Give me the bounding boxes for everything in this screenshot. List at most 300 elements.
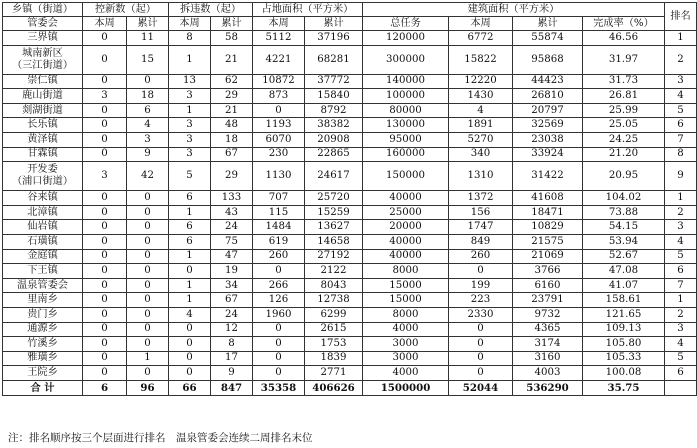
cell-k: 4 — [665, 337, 697, 352]
cell-k: 9 — [665, 162, 697, 191]
cell-k: 1 — [665, 31, 697, 46]
header-week: 本周 — [449, 17, 513, 31]
cell-b2: 21069 — [513, 249, 583, 264]
cell-b1: 1747 — [449, 220, 513, 235]
cell-d2: 19 — [211, 264, 253, 279]
cell-d2: 34 — [211, 278, 253, 293]
cell-t: 150000 — [363, 162, 449, 191]
cell-k: 3 — [665, 322, 697, 337]
cell-r: 52.67 — [583, 249, 665, 264]
header-town: 乡镇（街道） — [3, 3, 83, 17]
header-build-area: 建筑面积（平方米） — [363, 3, 665, 17]
header-rank: 排名 — [665, 3, 697, 31]
cell-t: 25000 — [363, 205, 449, 220]
cell-l1: 1193 — [253, 118, 305, 133]
cell-b1: 1372 — [449, 191, 513, 206]
cell-b2: 4365 — [513, 322, 583, 337]
cell-l2: 8792 — [305, 103, 363, 118]
cell-l1: 10872 — [253, 74, 305, 89]
cell-d1: 3 — [169, 147, 211, 162]
cell-d1: 6 — [169, 234, 211, 249]
cell-t: 160000 — [363, 147, 449, 162]
cell-r: 100.08 — [583, 366, 665, 381]
cell-b1: 0 — [449, 322, 513, 337]
cell-r: 41.07 — [583, 278, 665, 293]
town-name: 黄泽镇 — [3, 132, 83, 147]
cell-t: 120000 — [363, 31, 449, 46]
cell-k: 3 — [665, 220, 697, 235]
cell-c1: 0 — [83, 337, 127, 352]
cell-d2: 133 — [211, 191, 253, 206]
header-ctrl-new: 控新数（起） — [83, 3, 169, 17]
cell-k: 6 — [665, 118, 697, 133]
table-row — [3, 147, 697, 162]
cell-d2: 24 — [211, 220, 253, 235]
cell-l1: 873 — [253, 89, 305, 104]
cell-l2: 37196 — [305, 31, 363, 46]
cell-l1: 260 — [253, 249, 305, 264]
cell-d1: 1 — [169, 249, 211, 264]
cell-l2: 20908 — [305, 132, 363, 147]
cell-d1: 1 — [169, 278, 211, 293]
cell-c1: 0 — [83, 45, 127, 74]
table-row — [3, 234, 697, 249]
cell-l2: 15259 — [305, 205, 363, 220]
cell-b1: 4 — [449, 103, 513, 118]
town-name: 温泉管委会 — [3, 278, 83, 293]
cell-l1: 266 — [253, 278, 305, 293]
cell-r: 26.81 — [583, 89, 665, 104]
cell-r: 20.95 — [583, 162, 665, 191]
cell-d1: 66 — [169, 380, 211, 395]
header-land-area: 占地面积（平方米） — [253, 3, 363, 17]
cell-b2: 536290 — [513, 380, 583, 395]
table-row — [3, 205, 697, 220]
cell-c2: 0 — [127, 337, 169, 352]
town-name: 崇仁镇 — [3, 74, 83, 89]
town-name: 谷来镇 — [3, 191, 83, 206]
cell-l2: 2771 — [305, 366, 363, 381]
cell-t: 95000 — [363, 132, 449, 147]
cell-b2: 9732 — [513, 307, 583, 322]
cell-d1: 1 — [169, 103, 211, 118]
cell-r: 158.61 — [583, 293, 665, 308]
cell-c2: 0 — [127, 220, 169, 235]
cell-k: 6 — [665, 366, 697, 381]
header-cumulative: 累计 — [211, 17, 253, 31]
cell-b1: 15822 — [449, 45, 513, 74]
town-name-line1: 城南新区 — [22, 47, 63, 59]
cell-c2: 4 — [127, 118, 169, 133]
cell-l2: 2122 — [305, 264, 363, 279]
cell-d1: 3 — [169, 132, 211, 147]
town-name-line2: （三江街道） — [11, 59, 74, 71]
cell-l2: 24617 — [305, 162, 363, 191]
cell-c2: 11 — [127, 31, 169, 46]
cell-l2: 1839 — [305, 351, 363, 366]
cell-d1: 3 — [169, 89, 211, 104]
cell-l2: 27192 — [305, 249, 363, 264]
cell-d1: 0 — [169, 337, 211, 352]
header-cumulative: 累计 — [127, 17, 169, 31]
cell-l1: 35358 — [253, 380, 305, 395]
cell-l1: 1130 — [253, 162, 305, 191]
cell-t: 130000 — [363, 118, 449, 133]
cell-c1: 0 — [83, 74, 127, 89]
cell-t: 20000 — [363, 220, 449, 235]
cell-k: 7 — [665, 278, 697, 293]
cell-l2: 406626 — [305, 380, 363, 395]
cell-l2: 22865 — [305, 147, 363, 162]
cell-k: 2 — [665, 45, 697, 74]
cell-l2: 38382 — [305, 118, 363, 133]
cell-d2: 43 — [211, 205, 253, 220]
cell-k: 2 — [665, 205, 697, 220]
cell-d1: 0 — [169, 264, 211, 279]
cell-l1: 230 — [253, 147, 305, 162]
cell-b1: 12220 — [449, 74, 513, 89]
cell-r: 109.13 — [583, 322, 665, 337]
town-name-line2: （浦口街道） — [11, 176, 74, 188]
cell-b2: 41608 — [513, 191, 583, 206]
cell-r: 31.73 — [583, 74, 665, 89]
cell-b2: 21575 — [513, 234, 583, 249]
cell-k: 5 — [665, 249, 697, 264]
cell-r: 54.15 — [583, 220, 665, 235]
cell-l2: 8043 — [305, 278, 363, 293]
cell-d2: 67 — [211, 147, 253, 162]
cell-k: 5 — [665, 351, 697, 366]
cell-r: 25.05 — [583, 118, 665, 133]
cell-l2: 68281 — [305, 45, 363, 74]
cell-t: 40000 — [363, 234, 449, 249]
total-row — [3, 380, 697, 395]
cell-t: 3000 — [363, 337, 449, 352]
cell-c2: 0 — [127, 307, 169, 322]
cell-c1: 0 — [83, 278, 127, 293]
cell-b2: 3174 — [513, 337, 583, 352]
cell-t: 4000 — [363, 366, 449, 381]
cell-l2: 15840 — [305, 89, 363, 104]
cell-t: 15000 — [363, 293, 449, 308]
cell-d1: 6 — [169, 191, 211, 206]
town-name — [3, 162, 83, 191]
table-row — [3, 337, 697, 352]
town-name: 雅璜乡 — [3, 351, 83, 366]
cell-d1: 5 — [169, 162, 211, 191]
cell-c2: 6 — [127, 103, 169, 118]
cell-d2: 67 — [211, 293, 253, 308]
town-name: 里南乡 — [3, 293, 83, 308]
cell-r: 47.08 — [583, 264, 665, 279]
cell-c1: 3 — [83, 89, 127, 104]
header-cumulative: 累计 — [305, 17, 363, 31]
cell-c1: 0 — [83, 205, 127, 220]
cell-b1: 0 — [449, 351, 513, 366]
cell-c2: 96 — [127, 380, 169, 395]
cell-l2: 6299 — [305, 307, 363, 322]
town-name: 北漳镇 — [3, 205, 83, 220]
town-name: 石璜镇 — [3, 234, 83, 249]
header-cumulative: 累计 — [513, 17, 583, 31]
town-name: 竹溪乡 — [3, 337, 83, 352]
cell-t: 300000 — [363, 45, 449, 74]
header-week: 本周 — [83, 17, 127, 31]
cell-d1: 1 — [169, 293, 211, 308]
town-name: 长乐镇 — [3, 118, 83, 133]
cell-l2: 14658 — [305, 234, 363, 249]
cell-l2: 12738 — [305, 293, 363, 308]
cell-l2: 25720 — [305, 191, 363, 206]
cell-k: 8 — [665, 147, 697, 162]
cell-l2: 2615 — [305, 322, 363, 337]
table-row — [3, 322, 697, 337]
cell-t: 40000 — [363, 249, 449, 264]
cell-d2: 9 — [211, 366, 253, 381]
cell-b1: 223 — [449, 293, 513, 308]
cell-k: 5 — [665, 103, 697, 118]
cell-l2: 37772 — [305, 74, 363, 89]
town-name: 剡湖街道 — [3, 103, 83, 118]
cell-t: 80000 — [363, 103, 449, 118]
cell-c1: 0 — [83, 103, 127, 118]
cell-l1: 126 — [253, 293, 305, 308]
cell-b2: 33924 — [513, 147, 583, 162]
cell-k — [665, 380, 697, 395]
header-total-task: 总任务 — [363, 17, 449, 31]
cell-t: 15000 — [363, 278, 449, 293]
town-name-line1: 开发委 — [27, 164, 58, 176]
cell-r: 121.65 — [583, 307, 665, 322]
table-row — [3, 264, 697, 279]
cell-t: 1500000 — [363, 380, 449, 395]
cell-b2: 31422 — [513, 162, 583, 191]
cell-d2: 21 — [211, 103, 253, 118]
cell-d1: 8 — [169, 31, 211, 46]
cell-c2: 0 — [127, 205, 169, 220]
cell-b2: 55874 — [513, 31, 583, 46]
cell-b1: 260 — [449, 249, 513, 264]
cell-b2: 95868 — [513, 45, 583, 74]
cell-c2: 0 — [127, 366, 169, 381]
cell-d2: 75 — [211, 234, 253, 249]
cell-b2: 20797 — [513, 103, 583, 118]
cell-r: 21.20 — [583, 147, 665, 162]
cell-k: 6 — [665, 264, 697, 279]
cell-l1: 0 — [253, 103, 305, 118]
town-name: 仙岩镇 — [3, 220, 83, 235]
cell-b2: 26810 — [513, 89, 583, 104]
table-row — [3, 132, 697, 147]
town-name: 三界镇 — [3, 31, 83, 46]
cell-b2: 44423 — [513, 74, 583, 89]
cell-c2: 0 — [127, 278, 169, 293]
cell-l1: 6070 — [253, 132, 305, 147]
town-name: 下王镇 — [3, 264, 83, 279]
cell-b1: 0 — [449, 366, 513, 381]
cell-l1: 0 — [253, 337, 305, 352]
cell-l1: 707 — [253, 191, 305, 206]
cell-c1: 0 — [83, 191, 127, 206]
cell-d2: 58 — [211, 31, 253, 46]
header-week: 本周 — [169, 17, 211, 31]
cell-b1: 52044 — [449, 380, 513, 395]
cell-t: 4000 — [363, 322, 449, 337]
cell-b1: 6772 — [449, 31, 513, 46]
town-name: 通源乡 — [3, 322, 83, 337]
cell-c2: 42 — [127, 162, 169, 191]
cell-c1: 0 — [83, 249, 127, 264]
cell-k: 3 — [665, 74, 697, 89]
cell-c2: 1 — [127, 351, 169, 366]
cell-c2: 18 — [127, 89, 169, 104]
cell-b1: 0 — [449, 264, 513, 279]
header-week: 本周 — [253, 17, 305, 31]
cell-l1: 0 — [253, 366, 305, 381]
cell-b1: 340 — [449, 147, 513, 162]
cell-b2: 10829 — [513, 220, 583, 235]
footnote: 注：排名顺序按三个层面进行排名 温泉管委会连续二周排名末位 — [8, 432, 313, 444]
cell-k: 2 — [665, 307, 697, 322]
cell-c1: 0 — [83, 234, 127, 249]
table-row — [3, 31, 697, 46]
cell-r: 35.75 — [583, 380, 665, 395]
cell-d2: 12 — [211, 322, 253, 337]
cell-c1: 0 — [83, 351, 127, 366]
cell-l1: 0 — [253, 351, 305, 366]
cell-b1: 1430 — [449, 89, 513, 104]
table-row — [3, 220, 697, 235]
cell-c1: 0 — [83, 293, 127, 308]
cell-d2: 847 — [211, 380, 253, 395]
cell-t: 140000 — [363, 74, 449, 89]
cell-t: 100000 — [363, 89, 449, 104]
cell-b1: 1310 — [449, 162, 513, 191]
table-row — [3, 45, 697, 74]
table-row — [3, 351, 697, 366]
cell-l1: 5112 — [253, 31, 305, 46]
cell-r: 31.97 — [583, 45, 665, 74]
cell-l1: 115 — [253, 205, 305, 220]
cell-d2: 48 — [211, 118, 253, 133]
cell-r: 105.80 — [583, 337, 665, 352]
cell-b1: 849 — [449, 234, 513, 249]
cell-c1: 0 — [83, 31, 127, 46]
town-name: 金庭镇 — [3, 249, 83, 264]
cell-r: 104.02 — [583, 191, 665, 206]
cell-d2: 62 — [211, 74, 253, 89]
cell-d1: 1 — [169, 205, 211, 220]
cell-b1: 0 — [449, 337, 513, 352]
cell-l1: 1960 — [253, 307, 305, 322]
cell-d2: 18 — [211, 132, 253, 147]
cell-d1: 13 — [169, 74, 211, 89]
cell-b2: 6160 — [513, 278, 583, 293]
cell-r: 105.33 — [583, 351, 665, 366]
table-row — [3, 293, 697, 308]
table-row — [3, 89, 697, 104]
table-row — [3, 74, 697, 89]
cell-b2: 4003 — [513, 366, 583, 381]
cell-t: 8000 — [363, 307, 449, 322]
table-row — [3, 366, 697, 381]
cell-d2: 24 — [211, 307, 253, 322]
cell-k: 1 — [665, 293, 697, 308]
town-name: 鹿山街道 — [3, 89, 83, 104]
cell-t: 40000 — [363, 191, 449, 206]
cell-k: 7 — [665, 132, 697, 147]
cell-b1: 2330 — [449, 307, 513, 322]
cell-b2: 18471 — [513, 205, 583, 220]
cell-r: 25.99 — [583, 103, 665, 118]
cell-c1: 0 — [83, 366, 127, 381]
table-row — [3, 278, 697, 293]
cell-k: 4 — [665, 89, 697, 104]
table-row — [3, 307, 697, 322]
table-row — [3, 249, 697, 264]
cell-c2: 0 — [127, 191, 169, 206]
cell-k: 4 — [665, 234, 697, 249]
cell-r: 53.94 — [583, 234, 665, 249]
cell-c1: 0 — [83, 147, 127, 162]
cell-d1: 1 — [169, 45, 211, 74]
cell-d1: 0 — [169, 366, 211, 381]
cell-b1: 199 — [449, 278, 513, 293]
cell-b2: 23038 — [513, 132, 583, 147]
cell-l1: 619 — [253, 234, 305, 249]
cell-d1: 3 — [169, 118, 211, 133]
town-name: 王院乡 — [3, 366, 83, 381]
cell-c1: 0 — [83, 220, 127, 235]
cell-c2: 0 — [127, 249, 169, 264]
cell-d1: 6 — [169, 220, 211, 235]
town-name: 甘霖镇 — [3, 147, 83, 162]
town-name: 贵门乡 — [3, 307, 83, 322]
cell-r: 46.56 — [583, 31, 665, 46]
cell-d2: 17 — [211, 351, 253, 366]
cell-c2: 0 — [127, 322, 169, 337]
cell-c1: 0 — [83, 118, 127, 133]
table-row — [3, 191, 697, 206]
cell-b1: 156 — [449, 205, 513, 220]
table-row — [3, 162, 697, 191]
cell-r: 24.25 — [583, 132, 665, 147]
cell-b1: 1891 — [449, 118, 513, 133]
cell-d1: 0 — [169, 351, 211, 366]
cell-l2: 1753 — [305, 337, 363, 352]
cell-b2: 32569 — [513, 118, 583, 133]
cell-c1: 0 — [83, 307, 127, 322]
cell-d2: 29 — [211, 162, 253, 191]
cell-c1: 3 — [83, 162, 127, 191]
cell-r: 73.88 — [583, 205, 665, 220]
cell-c1: 6 — [83, 380, 127, 395]
demolition-stats-table — [2, 2, 697, 396]
cell-b2: 3160 — [513, 351, 583, 366]
cell-c2: 9 — [127, 147, 169, 162]
cell-d2: 29 — [211, 89, 253, 104]
cell-l1: 0 — [253, 264, 305, 279]
cell-b2: 23791 — [513, 293, 583, 308]
cell-c1: 0 — [83, 322, 127, 337]
cell-c1: 0 — [83, 132, 127, 147]
header-committee: 管委会 — [3, 17, 83, 31]
cell-c2: 0 — [127, 74, 169, 89]
cell-c2: 0 — [127, 234, 169, 249]
cell-l2: 13627 — [305, 220, 363, 235]
cell-c1: 0 — [83, 264, 127, 279]
cell-t: 8000 — [363, 264, 449, 279]
